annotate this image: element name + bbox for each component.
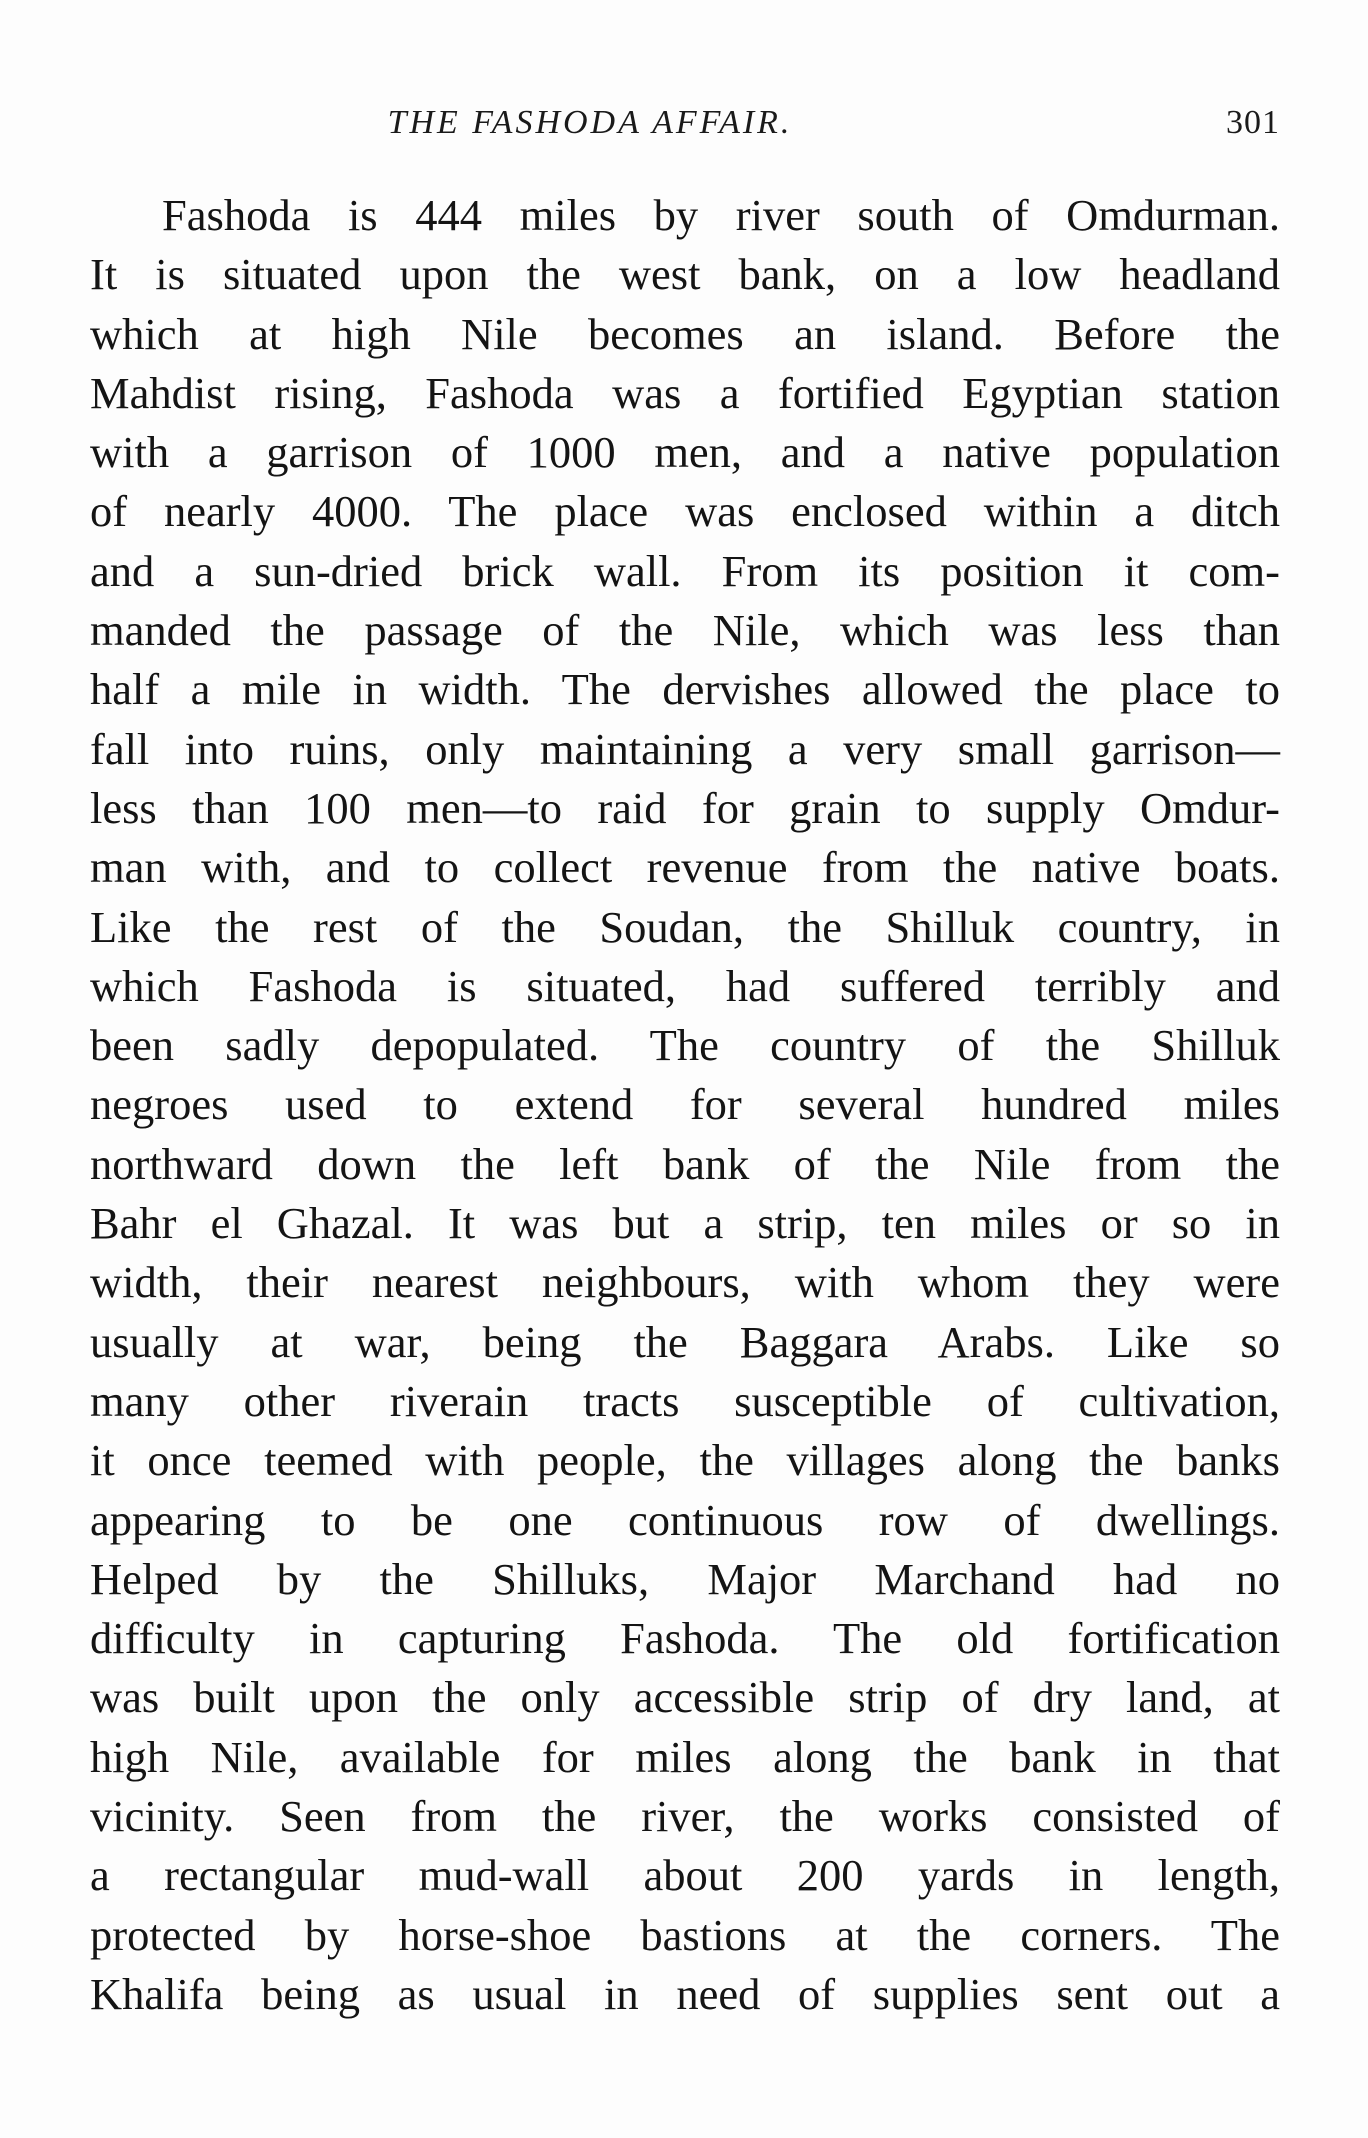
text-line: man with, and to collect revenue from the native boats. [90,842,1280,893]
text-line: protected by horse-shoe bastions at the corners. The [90,1909,1280,1960]
text-line: fall into ruins, only maintaining a very small garrison— [90,723,1280,774]
text-line: Mahdist rising, Fashoda was a fortified Egyptian station [90,367,1280,418]
text-line: Like the rest of the Soudan, the Shilluk country, in [90,901,1280,952]
text-line: width, their nearest neighbours, with whom they were [90,1257,1280,1308]
text-line: Helped by the Shilluks, Major Marchand had no [90,1553,1280,1604]
text-line: appearing to be one continuous row of dwellings. [90,1494,1280,1545]
text-line: negroes used to extend for several hundred miles [90,1079,1280,1130]
text-line: which at high Nile becomes an island. Before the [90,308,1280,359]
running-head [90,104,1280,152]
text-line: was built upon the only accessible strip of dry land, at [90,1672,1280,1723]
text-line: many other riverain tracts susceptible of cultivation, [90,1375,1280,1426]
text-line: manded the passage of the Nile, which was less than [90,605,1280,656]
text-line: Khalifa being as usual in need of supplies sent out a [90,1968,1280,2019]
text-line: half a mile in width. The dervishes allowed the place to [90,664,1280,715]
text-line: been sadly depopulated. The country of the Shilluk [90,1020,1280,1071]
text-line: Fashoda is 444 miles by river south of Omdurman. [162,190,1280,240]
text-line: It is situated upon the west bank, on a low headland [90,249,1280,300]
text-line: high Nile, available for miles along the bank in that [90,1731,1280,1782]
text-line: vicinity. Seen from the river, the works consisted of [90,1791,1280,1842]
text-line: less than 100 men—to raid for grain to supply Omdur- [90,782,1280,833]
page-number: 301 [1226,104,1280,141]
text-line: a rectangular mud-wall about 200 yards in length, [90,1850,1280,1901]
text-line: northward down the left bank of the Nile from the [90,1138,1280,1189]
text-line: Bahr el Ghazal. It was but a strip, ten miles or so in [90,1198,1280,1249]
text-line: of nearly 4000. The place was enclosed within a ditch [90,486,1280,537]
text-line: it once teemed with people, the villages along the banks [90,1435,1280,1486]
text-line: usually at war, being the Baggara Arabs. Like so [90,1316,1280,1367]
text-line: and a sun-dried brick wall. From its position it com- [90,545,1280,596]
running-title: THE FASHODA AFFAIR. [387,104,793,141]
text-line: which Fashoda is situated, had suffered terribly and [90,960,1280,1011]
body-text [90,186,1280,2024]
text-line: difficulty in capturing Fashoda. The old fortification [90,1613,1280,1664]
text-line: with a garrison of 1000 men, and a native population [90,427,1280,478]
